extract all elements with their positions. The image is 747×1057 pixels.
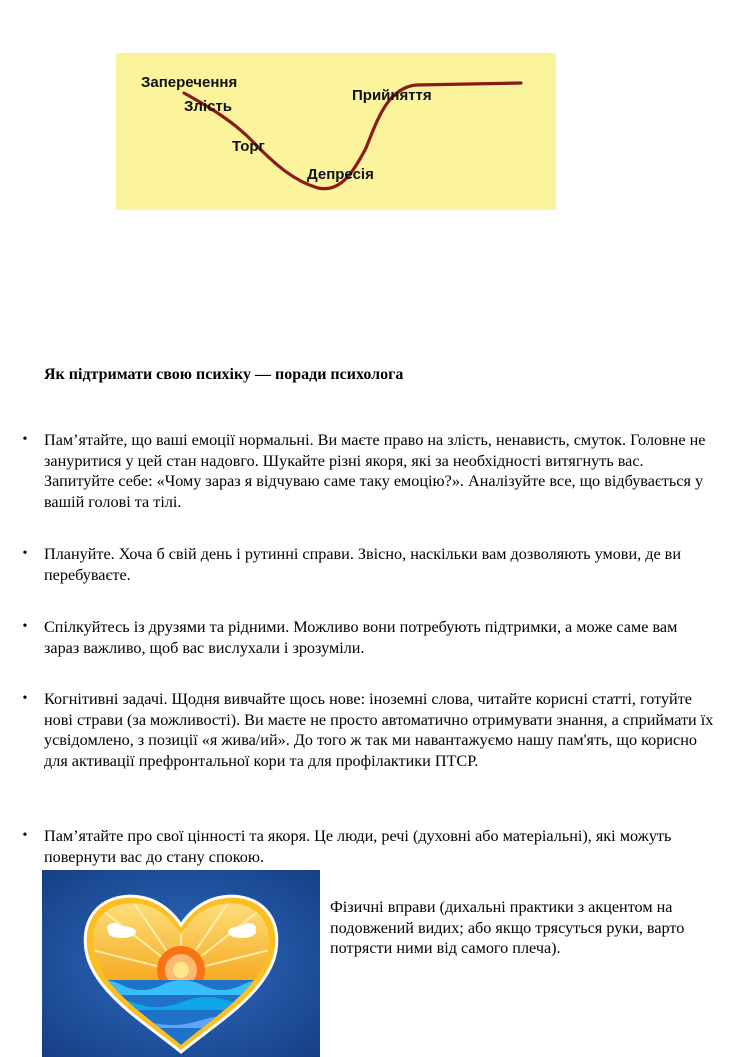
bullet: • (22, 691, 28, 706)
heart-illustration (42, 870, 320, 1057)
bullet: • (22, 432, 28, 447)
stage-denial: Заперечення (141, 74, 238, 91)
tip-planning (22, 544, 714, 585)
bullet: • (22, 619, 28, 634)
grief-stages-diagram (116, 53, 556, 210)
tip-emotions (22, 430, 714, 512)
stage-acceptance: Прийняття (352, 87, 432, 104)
tip-text: Спілкуйтесь із друзями та рідними. Можливо вони потребують підтримки, а може саме вам зараз важливо, щоб вас вислухали і зрозуміли. (44, 618, 678, 657)
bullet: • (22, 546, 28, 561)
tip-text: Плануйте. Хоча б свій день і рутинні справи. Звісно, наскільки вам дозволяють умови, де ви перебуваєте. (44, 545, 681, 584)
article-heading: Як підтримати свою психіку — поради психолога (44, 366, 404, 383)
tip-exercise: Фізичні вправи (дихальні практики з акцентом на подовжений видих; або якщо трясуться руки, варто потрясти ними від самого плеча). (330, 898, 685, 958)
stage-anger: Злість (184, 98, 233, 115)
tip-communication (22, 617, 714, 658)
tip-text: Пам’ятайте про свої цінності та якоря. Це люди, речі (духовні або матеріальні), які можуть повернути вас до стану спокою. (44, 827, 672, 866)
stage-bargaining: Торг (232, 138, 265, 155)
tip-text: Когнітивні задачі. Щодня вивчайте щось нове: іноземні слова, читайте корисні статті, готуйте нові страви (за можливості). Ви маєте не просто автоматично отримувати знання, а сприймати їх усвідомлено, з позиції «я жива/ий». До того ж так ми навантажуємо нашу пам'ять, що корисно для активації префронтальної кори та для профілактики ПТСР. (44, 690, 714, 770)
stage-depression: Депресія (307, 166, 374, 183)
tip-values (22, 826, 714, 867)
heart-sun-sea-image (42, 870, 320, 1057)
tip-cognitive (22, 689, 714, 771)
bullet: • (22, 828, 28, 843)
tip-text: Пам’ятайте, що ваші емоції нормальні. Ви маєте право на злість, ненависть, смуток. Головне не зануритися у цей стан надовго. Шукайте різні якоря, які за необхідності витягнуть вас. Запитуйте себе: «Чому зараз я відчуваю саме таку емоцію?». Аналізуйте все, що відбувається у вашій голові та тілі. (44, 431, 706, 511)
